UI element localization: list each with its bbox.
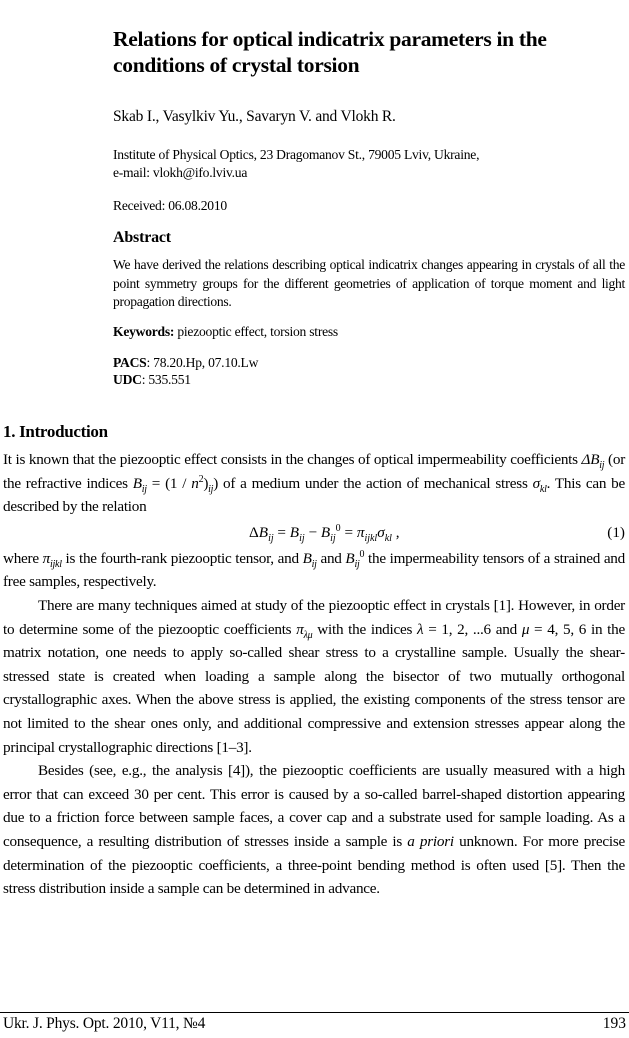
pacs-label: PACS — [113, 354, 147, 370]
p3-text-d: in the matrix notation, one needs to apply so-called shear stress to a crystalline sample. Usually the shear-stressed state is created when loading a sample along the bisector of two mutually orthogonal crystallographic axes. When the above stress is applied, the existing components of the stress tensor are not limited to the shear ones only, and additional compressive and extension stresses appear along the principal crystallographic directions [1–3]. — [3, 620, 625, 756]
paragraph-4 — [3, 759, 625, 901]
article-header — [113, 26, 625, 388]
section-heading: 1. Introduction — [3, 422, 108, 441]
p2-text-d: the impermeability tensors of a strained and free samples, respectively. — [3, 549, 625, 591]
math-pi-ijkl: $\pi_{ijkl}$ — [42, 549, 62, 570]
page-number: 193 — [602, 1015, 626, 1032]
affiliation — [113, 146, 625, 182]
affiliation-email: e-mail: vlokh@ifo.lviv.ua — [113, 165, 248, 180]
paragraph-1: It is known that the piezooptic effect consists in the changes of optical impermeability coefficients $\Delta B_{ij}$ (or the refractive indices $B_{ij} = (1 / n^2)_{ij}$) of a medium under the action of mechanical stress $\sigma_{kl}$. This can be described by the relation — [3, 451, 626, 516]
equation-number: (1) — [607, 523, 625, 541]
p4-emphasis: a priori — [407, 832, 454, 850]
p3-text-c: and — [490, 620, 522, 638]
p3-text-a: There are many techniques aimed at study of the piezooptic effect in crystals [1]. However, in order to determine some of the piezooptic coefficients — [3, 596, 625, 638]
udc-line — [113, 371, 625, 388]
classification-codes — [113, 354, 625, 388]
abstract-text: We have derived the relations describing optical indicatrix changes appearing in crystals of all the point symmetry groups for the different geometries of application of torque moment and light propagation directions. — [113, 257, 625, 309]
keywords — [113, 324, 625, 340]
math-sigma-kl: $\sigma_{kl}$ — [532, 474, 547, 495]
p4-text-b: unknown. For more precise determination of the piezooptic coefficients, a three-point bending method is often used [5]. Then the stress distribution inside a sample can be determined in advance. — [3, 832, 625, 898]
pacs-value: : 78.20.Hp, 07.10.Lw — [146, 354, 259, 370]
author-list: Skab I., Vasylkiv Yu., Savaryn V. and Vlokh R. — [113, 108, 396, 125]
equation-body: $\Delta B_{ij} = B_{ij} - B_{ij}^0 = \pi_{ijkl}\sigma_{kl}$ , — [249, 522, 400, 544]
math-bij: $B_{ij}$ — [302, 549, 317, 570]
p1-text-c: ) of a medium under the action of mechanical stress — [213, 474, 533, 492]
udc-label: UDC — [113, 371, 142, 387]
p1-text-d: . This can be described by the relation — [3, 474, 626, 516]
p4-text-a: Besides (see, e.g., the analysis [4]), the piezooptic coefficients are usually measured with a high error that can exceed 30 per cent. This error is caused by a so-called barrel-shaped distortion appearing due to a friction force between sample faces, a cover cap and a substrate used for sample loading. As a consequence, a resulting distribution of stresses inside a sample is — [3, 762, 625, 850]
p2-text-a: where — [3, 549, 43, 567]
math-pi-lambda-mu: $\pi_{\lambda\mu}$ — [296, 620, 313, 641]
math-delta-b: $\Delta B_{ij}$ — [581, 451, 605, 472]
math-bij-def: $B_{ij}$ — [132, 474, 147, 495]
p2-text-c: and — [316, 549, 346, 567]
keywords-label: Keywords: — [113, 323, 175, 339]
paragraph-2 — [3, 547, 625, 594]
paragraph-3: There are many techniques aimed at study of the piezooptic effect in crystals [1]. However, in order to determine some of the piezooptic coefficients $\pi_{\lambda\mu}$ with the indices λ = 1, 2, ...6 and μ = 4, 5, 6 in the matrix notation, one needs to apply so-called shear stress to a crystalline sample. Usually the shear-stressed state is created when loading a sample along the bisector of two mutually orthogonal crystallographic axes. When the above stress is applied, the existing components of the stress tensor are not limited to the shear ones only, and additional compressive and extension stresses appear along the principal crystallographic directions [1–3]. — [3, 596, 625, 756]
keywords-value: piezooptic effect, torsion stress — [177, 323, 338, 339]
p1-text-a: It is known that the piezooptic effect consists in the changes of optical impermeability coefficients — [3, 451, 582, 468]
math-mu-range: μ — [521, 620, 530, 638]
pacs-line — [113, 354, 625, 371]
p3-text-b: with the indices — [312, 620, 417, 638]
equation-1 — [3, 519, 625, 547]
p1-text-b: (or the refractive indices — [3, 451, 626, 492]
article-title: Relations for optical indicatrix parameters in the conditions of crystal torsion — [113, 27, 547, 77]
introduction-section — [3, 422, 625, 901]
footer-divider — [0, 1012, 629, 1013]
affiliation-address: Institute of Physical Optics, 23 Dragomanov St., 79005 Lviv, Ukraine, — [113, 147, 480, 162]
math-bij-0: $B_{ij}^0$ — [345, 548, 365, 570]
received-date: Received: 06.08.2010 — [113, 198, 227, 213]
journal-citation: Ukr. J. Phys. Opt. 2010, V11, №4 — [3, 1015, 206, 1032]
abstract-heading: Abstract — [113, 229, 171, 246]
math-lambda-range: λ — [417, 620, 424, 638]
p2-text-b: is the fourth-rank piezooptic tensor, and — [61, 549, 303, 567]
udc-value: : 535.551 — [141, 371, 191, 387]
